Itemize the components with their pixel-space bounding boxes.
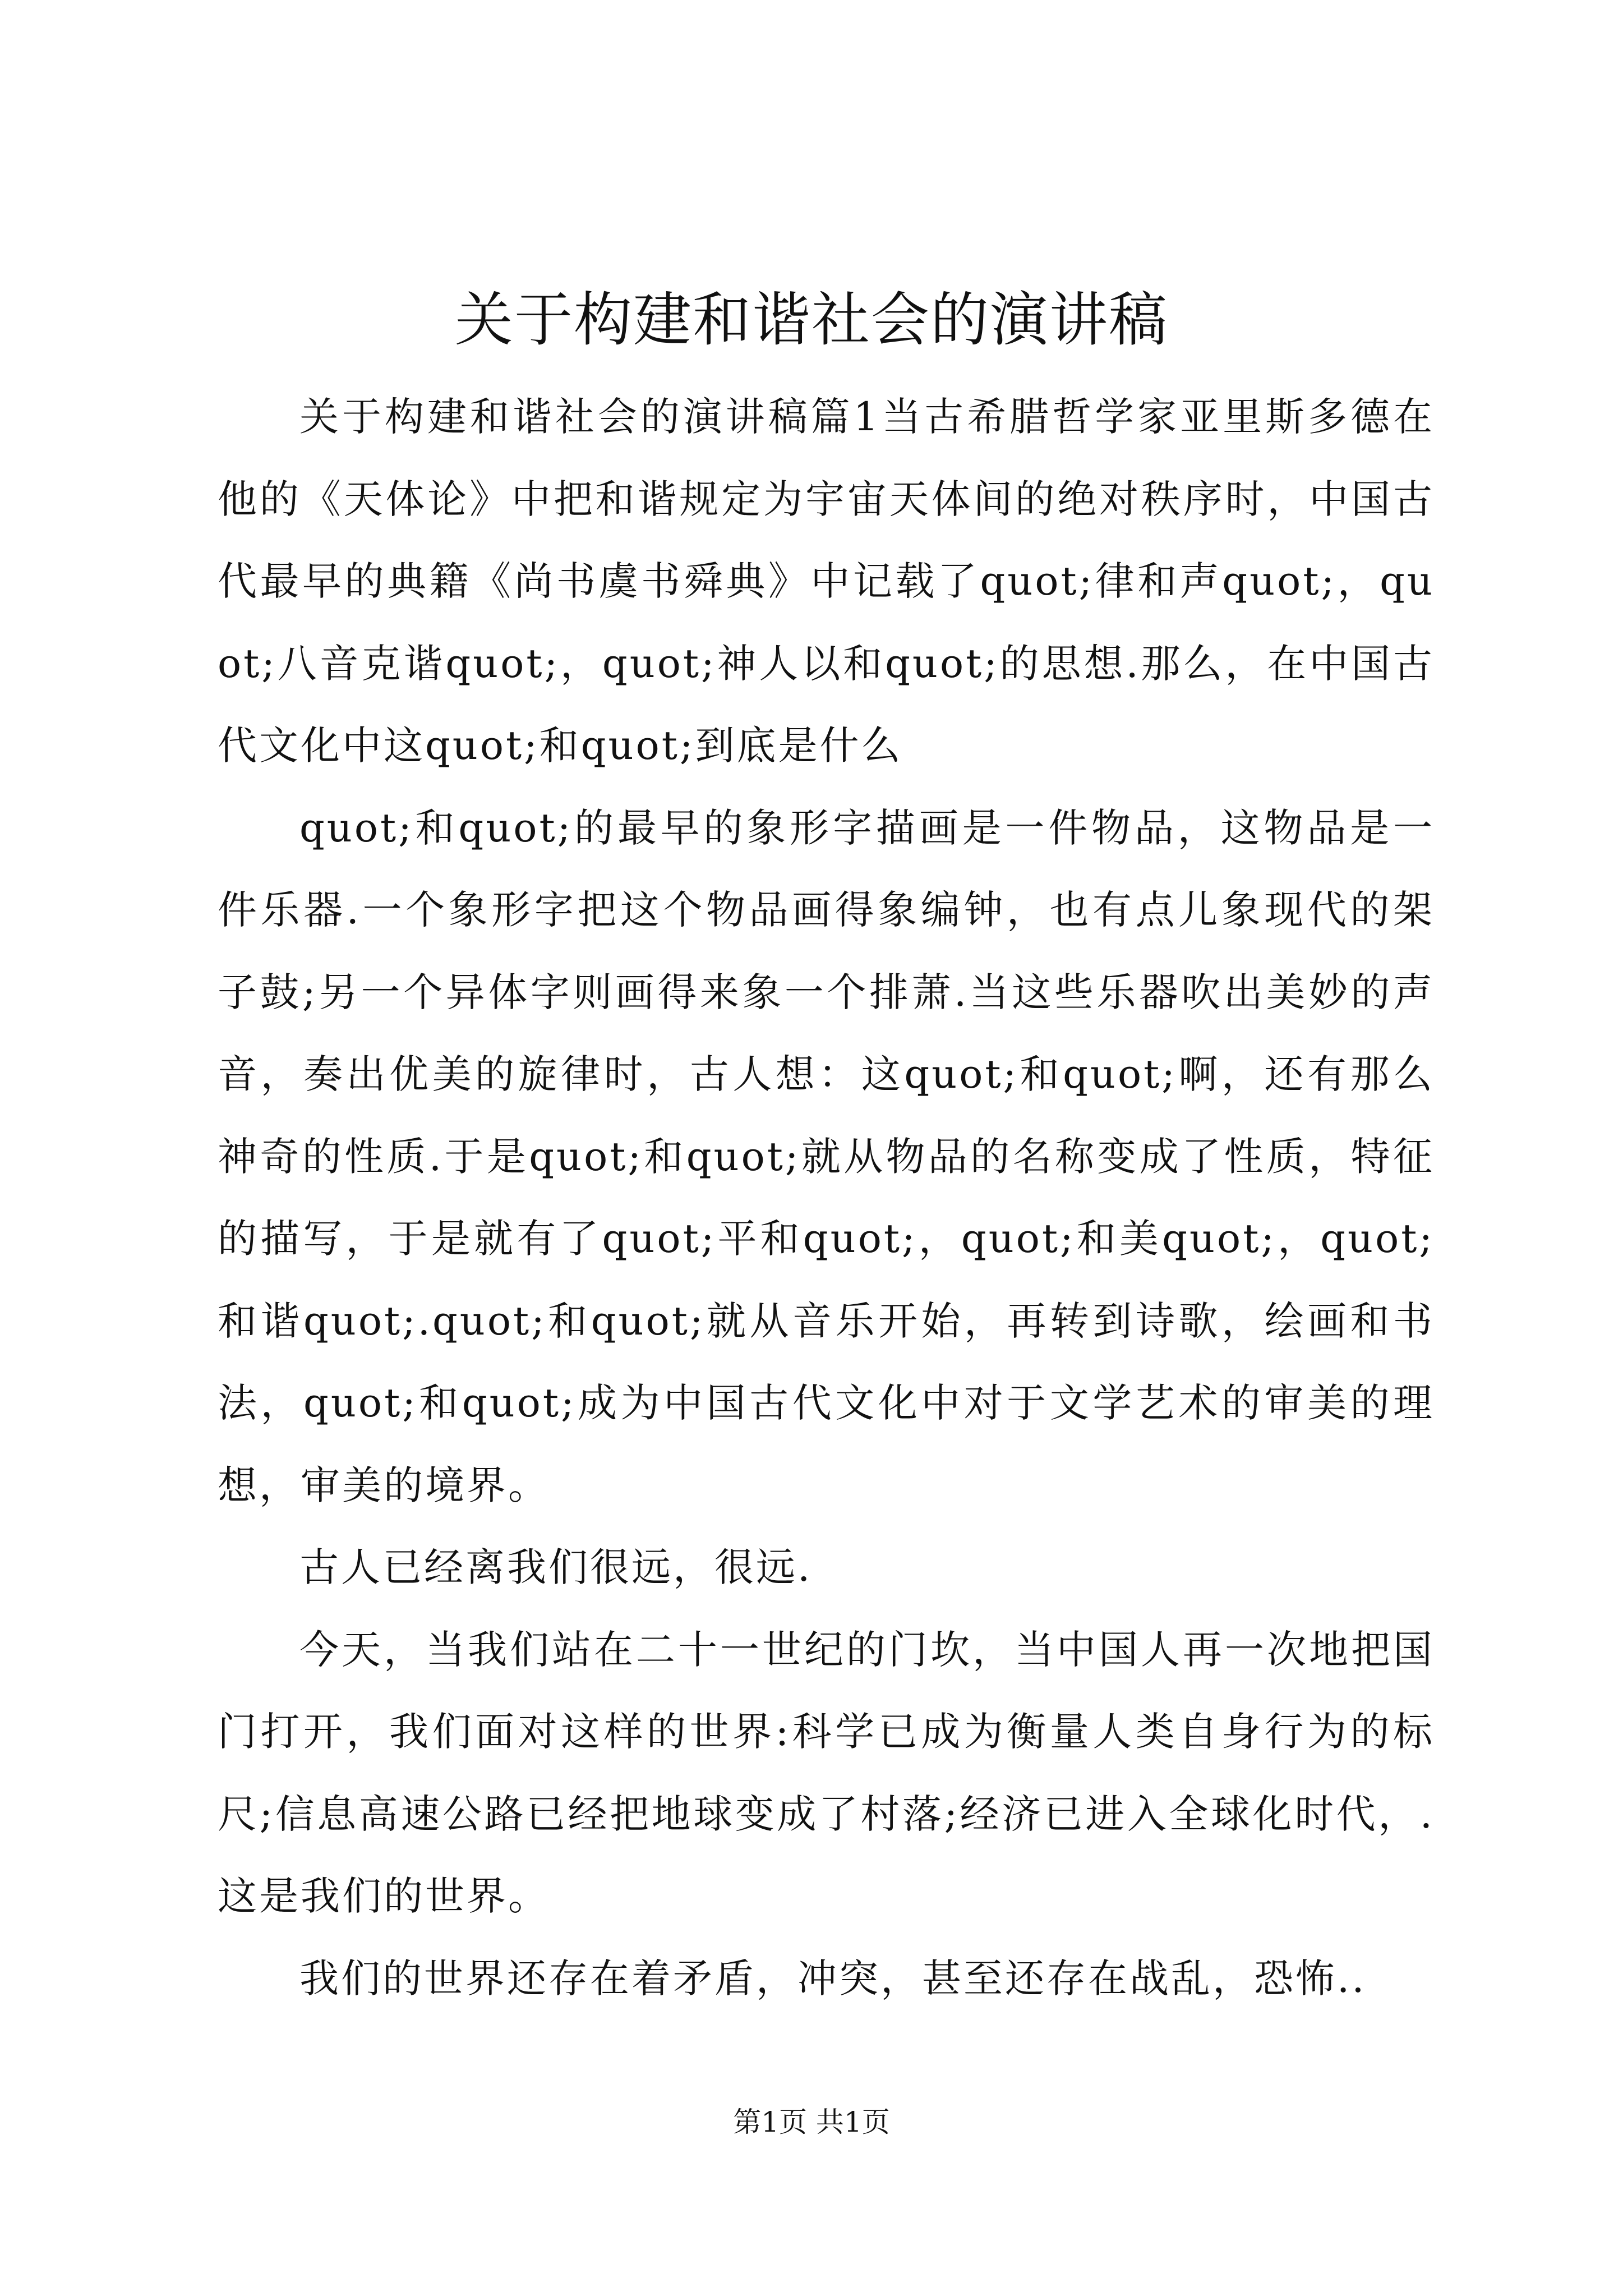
paragraph-5: 我们的世界还存在着矛盾，冲突，甚至还存在战乱，恐怖..	[299, 1955, 1367, 2001]
document-body	[218, 376, 1435, 2019]
document-title: 关于构建和谐社会的演讲稿	[454, 286, 1168, 354]
paragraph-1: 关于构建和谐社会的演讲稿篇1当古希腊哲学家亚里斯多德在他的《天体论》中把和谐规定为宇宙天体间的绝对秩序时，中国古代最早的典籍《尚书虞书舜典》中记载了quot;律和声quot;，quot;八音克谐quot;，quot;神人以和quot;的思想.那么，在中国古代文化中这quot;和quot;到底是什么	[218, 394, 1435, 769]
page-footer: 第1页 共1页	[733, 2106, 890, 2138]
paragraph-3: 古人已经离我们很远，很远.	[299, 1544, 813, 1590]
paragraph-2: quot;和quot;的最早的象形字描画是一件物品，这物品是一件乐器.一个象形字把这个物品画得象编钟，也有点儿象现代的架子鼓;另一个异体字则画得来象一个排萧.当这些乐器吹出美妙的声音，奏出优美的旋律时，古人想：这quot;和quot;啊，还有那么神奇的性质.于是quot;和quot;就从物品的名称变成了性质，特征的描写，于是就有了quot;平和quot;，quot;和美quot;，quot;和谐quot;.quot;和quot;就从音乐开始，再转到诗歌，绘画和书法，quot;和quot;成为中国古代文化中对于文学艺术的审美的理想，审美的境界。	[218, 804, 1435, 1508]
paragraph-4: 今天，当我们站在二十一世纪的门坎，当中国人再一次地把国门打开，我们面对这样的世界:科学已成为衡量人类自身行为的标尺;信息高速公路已经把地球变成了村落;经济已进入全球化时代，.这是我们的世界。	[218, 1626, 1435, 1919]
